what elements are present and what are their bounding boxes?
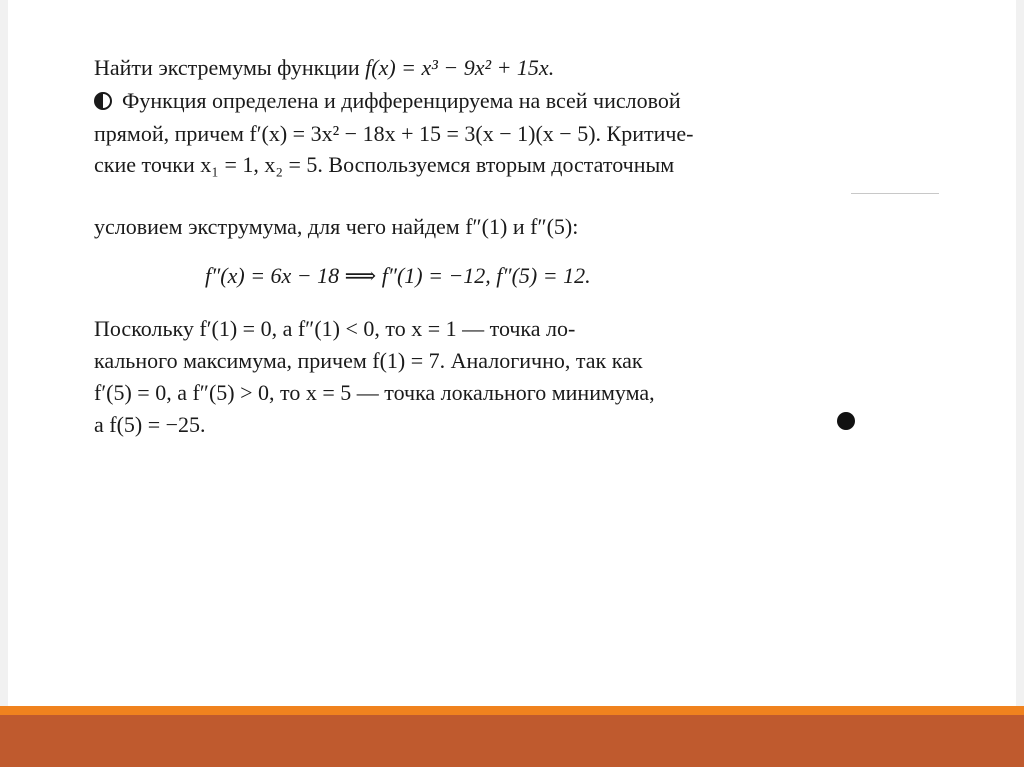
filled-circle-icon xyxy=(837,412,855,430)
solution-line-5: Поскольку f′(1) = 0, а f″(1) < 0, то x = 1 — точка ло- xyxy=(94,316,576,341)
solution-line-8: а f(5) = −25. xyxy=(94,412,206,437)
solution-line-2: прямой, причем f′(x) = 3x² − 18x + 15 = 3(x − 1)(x − 5). Критиче- xyxy=(94,121,694,146)
solution-line-6: кального максимума, причем f(1) = 7. Аналогично, так как xyxy=(94,348,643,373)
problem-prefix: Найти экстремумы функции xyxy=(94,55,366,80)
footer-accent-stripe xyxy=(0,706,1024,715)
problem-formula: f(x) = x³ − 9x² + 15x. xyxy=(365,55,555,80)
half-filled-circle-icon xyxy=(94,92,112,110)
solution-line-4: условием экструмума, для чего найдем f″(1) и f″(5): xyxy=(94,214,579,239)
solution-text-1: Функция определена и дифференцируема на всей числовой xyxy=(122,88,681,113)
solution-line-3: ские точки x₁ = 1, x₂ = 5. Воспользуемся вторым достаточным xyxy=(94,152,675,177)
solution-line-1 xyxy=(94,88,681,114)
footer-bar xyxy=(0,715,1024,767)
divider-line xyxy=(851,193,939,194)
problem-statement xyxy=(94,55,554,81)
second-derivative-formula: f″(x) = 6x − 18 ⟹ f″(1) = −12, f″(5) = 12. xyxy=(205,263,591,288)
solution-line-7: f′(5) = 0, а f″(5) > 0, то x = 5 — точка локального минимума, xyxy=(94,380,655,405)
